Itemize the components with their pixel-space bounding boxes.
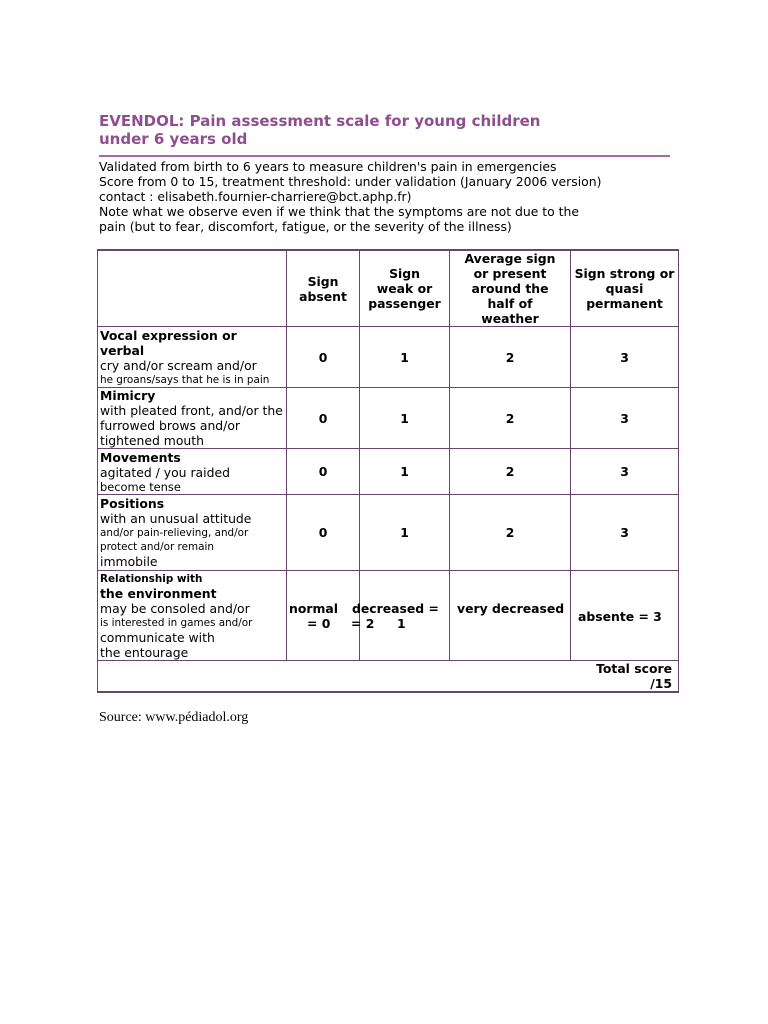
row-title: Mimicry [100,388,156,403]
row-description-small: he groans/says that he is in pain [100,373,270,386]
row-description: furrowed brows and/or [100,418,241,433]
row-description-small: protect and/or remain [100,541,214,553]
row-label-environment [98,571,287,661]
table-row [98,388,679,449]
header-row [98,250,679,327]
header-empty-cell [98,250,287,327]
title-line-2: under 6 years old [99,130,248,148]
score-cell: 3 [571,388,679,449]
score-cell: 1 [360,327,450,388]
row-description: with an unusual attitude [100,511,252,526]
total-score-cell [98,661,679,693]
header-sign-average [450,250,571,327]
table-row [98,495,679,571]
header-text: half of [487,296,533,311]
header-text: around the [471,281,549,296]
row-title: Positions [100,496,165,511]
row-description: cry and/or scream and/or [100,357,257,373]
env-very-decreased-label: very decreased [457,601,565,616]
score-cell: 0 [287,327,360,388]
env-decreased-cell [351,571,450,661]
total-row [98,661,679,693]
env-absente-cell [571,571,679,661]
score-cell: 0 [287,495,360,571]
score-cell: 3 [571,495,679,571]
row-label-vocal [98,327,287,388]
header-sign-absent [287,250,360,327]
intro-line: pain (but to fear, discomfort, fatigue, or the severity of the illness) [99,219,512,234]
title-line-1: EVENDOL: Pain assessment scale for young children [99,112,541,130]
total-score-max: /15 [650,676,672,691]
env-absente-label: absente = 3 [578,609,662,624]
row-label-movements [98,449,287,495]
row-description: agitated / you raided [100,464,230,480]
table-row [98,449,679,495]
env-decreased-label: decreased = [352,601,439,616]
total-score-label: Total score [596,661,672,676]
source-citation: Source: www.pédiadol.org [99,710,249,725]
evendol-table [97,249,679,693]
env-normal-value: = 0 [307,616,331,631]
header-text: absent [299,288,347,304]
score-cell: 3 [571,327,679,388]
intro-line: contact : elisabeth.fournier-charriere@bct.aphp.fr) [99,189,412,204]
row-title-small: Relationship with [100,572,203,585]
score-cell: 2 [450,449,571,495]
header-text: Average sign [464,251,556,266]
intro-text [99,159,679,234]
page-title [99,112,669,148]
header-text: weather [481,311,539,326]
env-normal-cell [287,571,360,661]
score-cell: 0 [287,388,360,449]
header-text: or present [473,266,547,281]
row-description-small: and/or pain-relieving, and/or [100,527,249,539]
table-row [98,571,679,661]
row-label-positions [98,495,287,571]
table-row [98,327,679,388]
env-decreased-value-2: = 2 [351,616,375,631]
row-description: immobile [100,554,158,569]
row-description: the entourage [100,644,189,660]
row-title: Movements [100,449,181,465]
row-description-small: become tense [100,479,181,494]
score-cell: 1 [360,388,450,449]
header-text: passenger [368,296,441,311]
row-title: verbal [100,342,145,358]
score-cell: 1 [360,495,450,571]
score-cell: 0 [287,449,360,495]
header-text: permanent [586,296,663,311]
score-cell: 1 [360,449,450,495]
intro-line: Score from 0 to 15, treatment threshold: under validation (January 2006 version) [99,174,602,189]
score-cell: 2 [450,495,571,571]
header-text: Sign [307,273,339,289]
row-description: with pleated front, and/or the [100,403,283,418]
header-text: Sign [389,266,420,281]
score-cell: 3 [571,449,679,495]
header-sign-strong [571,250,679,327]
header-text: Sign strong or [574,266,675,281]
score-cell: 2 [450,327,571,388]
env-very-decreased-cell [450,571,571,661]
intro-line: Note what we observe even if we think that the symptoms are not due to the [99,204,579,219]
env-decreased-value-1: 1 [397,616,406,631]
header-text: quasi [605,281,644,296]
row-description: tightened mouth [100,433,204,448]
row-description: communicate with [100,629,215,645]
row-title: the environment [100,585,217,601]
header-text: weak or [376,281,433,296]
row-description: may be consoled and/or [100,600,250,616]
score-cell: 2 [450,388,571,449]
header-sign-weak [360,250,450,327]
intro-line: Validated from birth to 6 years to measure children's pain in emergencies [99,159,557,174]
row-title: Vocal expression or [100,327,237,343]
title-divider [99,155,670,157]
row-description-small: is interested in games and/or [100,616,253,629]
env-normal-label: normal [289,601,338,616]
row-label-mimicry [98,388,287,449]
